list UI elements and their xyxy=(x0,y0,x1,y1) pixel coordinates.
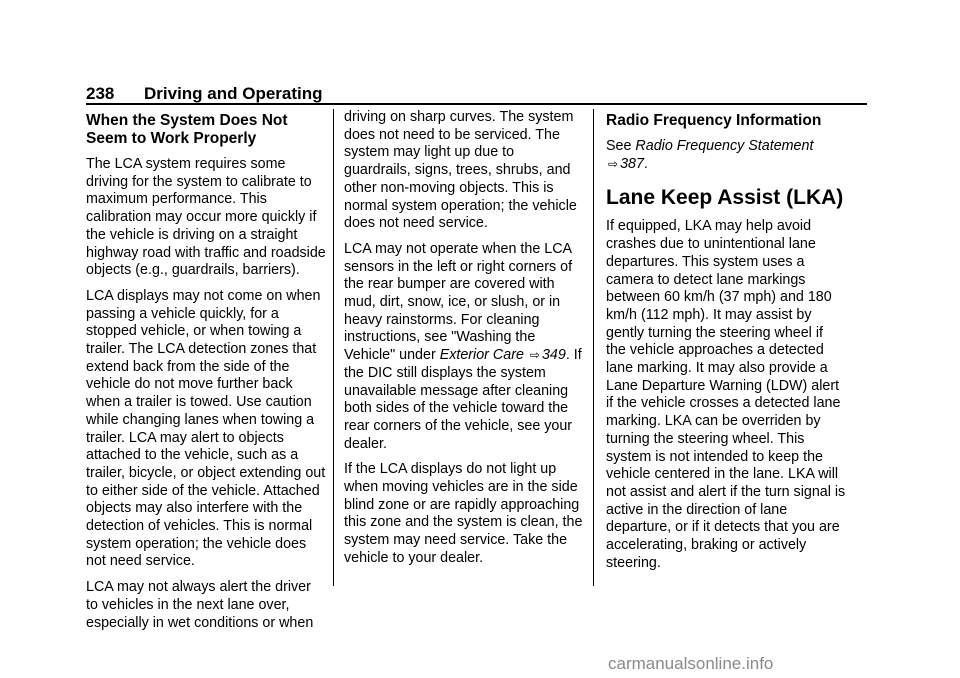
heading-radio-frequency: Radio Frequency Information xyxy=(606,112,822,129)
column-3 xyxy=(606,109,846,580)
column-2 xyxy=(344,109,584,576)
column-divider-1 xyxy=(333,109,334,586)
column-divider-2 xyxy=(593,109,594,586)
paragraph-displays-not-light: If the LCA displays do not light up when moving vehicles are in the side blind zone or are rapidly approaching this zone and the system is clean, the system may need service. Take the vehicle to your dealer. xyxy=(344,461,583,566)
paragraph-lca-displays: LCA displays may not come on when passing a vehicle quickly, for a stopped vehicle, or when towing a trailer. The LCA detection zones that extend back from the side of the vehicle do not move further back when a trailer is towed. Use caution while changing lanes when towing a trailer. LCA may alert to objects attached to the vehicle, such as a trailer, bicycle, or object extending out to either side of the vehicle. Attached objects may also interfere with the detection of vehicles. This is normal system operation; the vehicle does not need service. xyxy=(86,287,326,570)
heading-lane-keep-assist: Lane Keep Assist (LKA) xyxy=(606,186,844,210)
column-1 xyxy=(86,109,326,640)
paragraph-sensors-covered: LCA may not operate when the LCA sensors in the left or right corners of the rear bumper are covered with mud, dirt, snow, ice, or slush, or in heavy rainstorms. For cleaning instructions, see "Washing the Vehicle" under Exterior Care ⇨ 349. If the DIC still displays the system unavailable message after cleaning both sides of the vehicle toward the rear corners of the vehicle, see your dealer. xyxy=(344,240,582,452)
paragraph-calibration: The LCA system requires some driving for the system to calibrate to maximum performance. This calibration may occur more quickly if the vehicle is driving on a straight highway road with traffic and roadside objects (e.g., guardrails, barriers). xyxy=(86,156,326,279)
paragraph-sharp-curves: driving on sharp curves. The system does not need to be serviced. The system may light up due to guardrails, signs, trees, shrubs, and other non-moving objects. This is normal system operation; the vehicle does not need service. xyxy=(344,109,577,232)
link-exterior-care[interactable]: Exterior Care xyxy=(439,347,524,364)
link-radio-frequency-statement[interactable]: Radio Frequency Statement xyxy=(635,138,814,154)
watermark: carmanualsonline.info xyxy=(608,654,774,673)
page-ref-387[interactable]: 387 xyxy=(620,155,644,172)
section-title: Driving and Operating xyxy=(144,84,323,103)
paragraph-radio-frequency: See Radio Frequency Statement ⇨ 387. xyxy=(606,138,814,172)
page-ref-arrow-icon: ⇨ xyxy=(608,156,619,171)
header-rule xyxy=(86,103,867,105)
paragraph-lca-alert: LCA may not always alert the driver to vehicles in the next lane over, especially in wet conditions or when xyxy=(86,579,314,631)
heading-system-not-working: When the System Does Not Seem to Work Properly xyxy=(86,112,288,147)
page-ref-arrow-icon: ⇨ xyxy=(529,348,540,363)
page-number: 238 xyxy=(86,84,115,103)
paragraph-lka-description: If equipped, LKA may help avoid crashes due to unintentional lane departures. This system uses a camera to detect lane markings between 60 km/h (37 mph) and 180 km/h (112 mph). It may assist by gently turning the steering wheel if the vehicle approaches a detected lane marking. It may also provide a Lane Departure Warning (LDW) alert if the vehicle crosses a detected lane marking. LKA can be overriden by turning the steering wheel. This system is not intended to keep the vehicle centered in the lane. LKA will not assist and alert if the turn signal is active in the direction of lane departure, or if it detects that you are accelerating, braking or actively steering. xyxy=(606,218,846,571)
page-header xyxy=(86,84,323,104)
page-ref-349[interactable]: 349 xyxy=(541,347,566,364)
